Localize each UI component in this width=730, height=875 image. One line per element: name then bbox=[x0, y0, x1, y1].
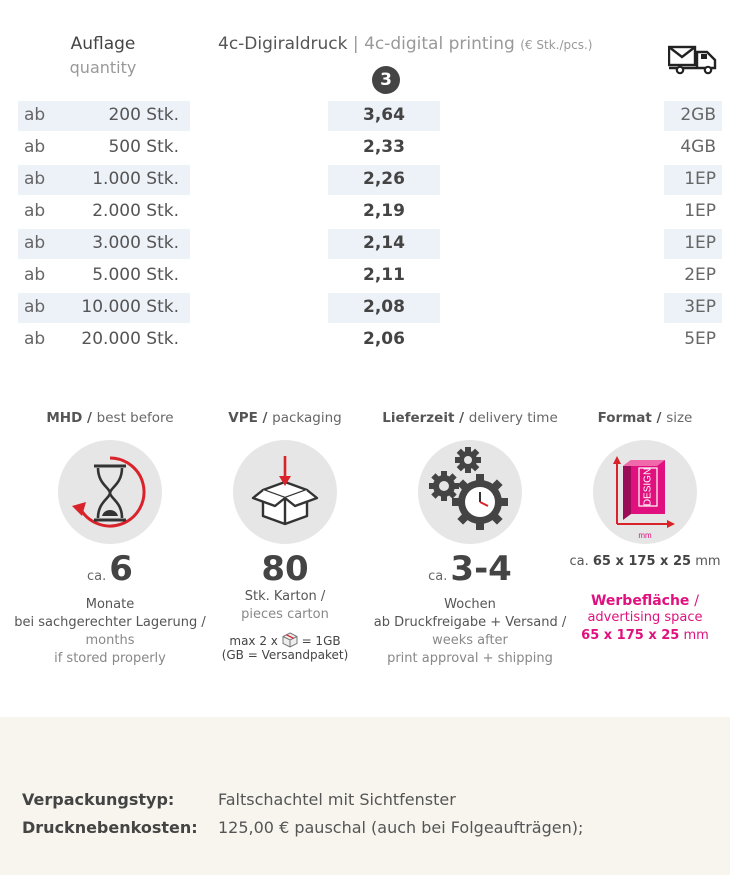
mhd-title-en: best before bbox=[96, 410, 174, 426]
row-prefix: ab bbox=[24, 169, 46, 189]
vpe-note1-post: = 1GB bbox=[301, 634, 341, 648]
row-shipping: 5EP bbox=[684, 329, 716, 349]
row-price: 2,33 bbox=[363, 137, 405, 157]
table-row bbox=[0, 293, 730, 323]
werbeflaeche bbox=[565, 593, 725, 645]
vpe-line2: pieces carton bbox=[241, 607, 329, 622]
hourglass-icon bbox=[58, 440, 162, 544]
werbe-unit: mm bbox=[683, 628, 709, 643]
footer-row-costs bbox=[22, 818, 583, 837]
row-shipping: 1EP bbox=[684, 169, 716, 189]
row-amount: 2.000 Stk. bbox=[92, 201, 179, 221]
vpe-title-en: packaging bbox=[272, 410, 342, 426]
format-icon-label: DESIGN bbox=[642, 467, 654, 507]
row-amount: 20.000 Stk. bbox=[81, 329, 179, 349]
box-icon bbox=[233, 440, 337, 544]
row-shipping: 1EP bbox=[684, 201, 716, 221]
table-row bbox=[0, 101, 730, 131]
format-title-de: Format / bbox=[597, 410, 662, 426]
format-dims-unit: mm bbox=[695, 554, 721, 569]
format-dims-value: 65 x 175 x 25 bbox=[592, 554, 692, 569]
footer-value-costs: 125,00 € pauschal (auch bei Folgeaufträgen); bbox=[218, 818, 584, 837]
mhd-line1: Monate bbox=[85, 597, 135, 612]
print-header bbox=[218, 34, 592, 54]
footer-value-packaging: Faltschachtel mit Sichtfenster bbox=[218, 790, 456, 809]
vpe-note1-pre: max 2 x bbox=[229, 634, 278, 648]
lieferzeit-title-en: delivery time bbox=[468, 410, 558, 426]
lieferzeit-line3: weeks after bbox=[432, 633, 508, 648]
mhd-line3: months bbox=[85, 633, 135, 648]
row-price: 2,26 bbox=[363, 169, 405, 189]
lieferzeit-line1: Wochen bbox=[444, 597, 496, 612]
lieferzeit-title bbox=[370, 410, 570, 426]
mhd-ca: ca. bbox=[87, 569, 107, 584]
werbe-en: advertising space bbox=[587, 610, 703, 625]
footer-row-packaging bbox=[22, 790, 456, 809]
row-amount: 10.000 Stk. bbox=[81, 297, 179, 317]
footer-label-packaging: Verpackungstyp: bbox=[22, 790, 175, 809]
mhd-block bbox=[10, 410, 210, 668]
lieferzeit-ca: ca. bbox=[428, 569, 448, 584]
row-price: 2,14 bbox=[363, 233, 405, 253]
print-header-separator: | bbox=[352, 34, 359, 54]
format-dims-prefix: ca. bbox=[569, 554, 589, 569]
mhd-title bbox=[10, 410, 210, 426]
row-shipping: 2EP bbox=[684, 265, 716, 285]
vpe-note2: (GB = Versandpaket) bbox=[221, 648, 349, 662]
table-row bbox=[0, 261, 730, 291]
row-amount: 1.000 Stk. bbox=[92, 169, 179, 189]
row-price: 2,11 bbox=[363, 265, 405, 285]
format-title-en: size bbox=[666, 410, 693, 426]
werbe-value: 65 x 175 x 25 bbox=[581, 628, 680, 643]
vpe-title bbox=[190, 410, 380, 426]
lieferzeit-value: 3-4 bbox=[450, 549, 512, 589]
quantity-header bbox=[38, 34, 168, 77]
row-shipping: 3EP bbox=[684, 297, 716, 317]
footer-label-costs: Drucknebenkosten: bbox=[22, 818, 198, 837]
werbe-title bbox=[565, 593, 725, 609]
row-price: 3,64 bbox=[363, 105, 405, 125]
lieferzeit-line4: print approval + shipping bbox=[387, 651, 553, 666]
lieferzeit-value-line bbox=[370, 550, 570, 596]
lieferzeit-line2: ab Druckfreigabe + Versand / bbox=[373, 615, 567, 630]
mhd-title-de: MHD / bbox=[46, 410, 92, 426]
row-amount: 200 Stk. bbox=[108, 105, 179, 125]
table-row bbox=[0, 229, 730, 259]
envelope-truck-icon bbox=[668, 43, 720, 75]
vpe-line1: Stk. Karton / bbox=[244, 589, 326, 604]
row-prefix: ab bbox=[24, 233, 46, 253]
row-price: 2,06 bbox=[363, 329, 405, 349]
row-prefix: ab bbox=[24, 105, 46, 125]
table-row bbox=[0, 165, 730, 195]
werbe-dims bbox=[565, 627, 725, 645]
quantity-header-de: Auflage bbox=[70, 34, 136, 54]
table-row bbox=[0, 325, 730, 355]
package-icon bbox=[282, 632, 298, 648]
row-shipping: 2GB bbox=[680, 105, 716, 125]
werbe-sep: / bbox=[694, 593, 700, 609]
column-number-badge: 3 bbox=[372, 66, 400, 94]
row-amount: 5.000 Stk. bbox=[92, 265, 179, 285]
row-prefix: ab bbox=[24, 265, 46, 285]
vpe-note1 bbox=[190, 632, 380, 648]
row-price: 2,08 bbox=[363, 297, 405, 317]
quantity-header-en: quantity bbox=[69, 58, 137, 77]
row-prefix: ab bbox=[24, 297, 46, 317]
format-block bbox=[565, 410, 725, 645]
mhd-value: 6 bbox=[109, 549, 133, 589]
mhd-value-line bbox=[10, 550, 210, 596]
row-shipping: 4GB bbox=[680, 137, 716, 157]
row-prefix: ab bbox=[24, 137, 46, 157]
row-amount: 500 Stk. bbox=[108, 137, 179, 157]
row-price: 2,19 bbox=[363, 201, 405, 221]
footer-panel bbox=[0, 717, 730, 875]
format-title bbox=[565, 410, 725, 426]
print-header-en: 4c-digital printing bbox=[364, 34, 515, 54]
row-prefix: ab bbox=[24, 201, 46, 221]
vpe-block bbox=[190, 410, 380, 662]
lieferzeit-title-de: Lieferzeit / bbox=[382, 410, 465, 426]
vpe-value: 80 bbox=[261, 549, 309, 589]
print-header-de: 4c-Digiraldruck bbox=[218, 34, 348, 54]
werbe-de: Werbefläche bbox=[590, 593, 690, 609]
row-shipping: 1EP bbox=[684, 233, 716, 253]
print-header-unit: (€ Stk./pcs.) bbox=[520, 38, 593, 52]
vpe-title-de: VPE / bbox=[228, 410, 268, 426]
mhd-line2: bei sachgerechter Lagerung / bbox=[14, 615, 206, 630]
table-row bbox=[0, 133, 730, 163]
mhd-line4: if stored properly bbox=[54, 651, 166, 666]
gears-clock-icon bbox=[418, 440, 522, 544]
row-prefix: ab bbox=[24, 329, 46, 349]
format-box-icon bbox=[593, 440, 697, 544]
row-amount: 3.000 Stk. bbox=[92, 233, 179, 253]
format-icon-dim: mm bbox=[638, 531, 652, 540]
format-dims bbox=[565, 554, 725, 569]
table-row bbox=[0, 197, 730, 227]
lieferzeit-block bbox=[370, 410, 570, 668]
